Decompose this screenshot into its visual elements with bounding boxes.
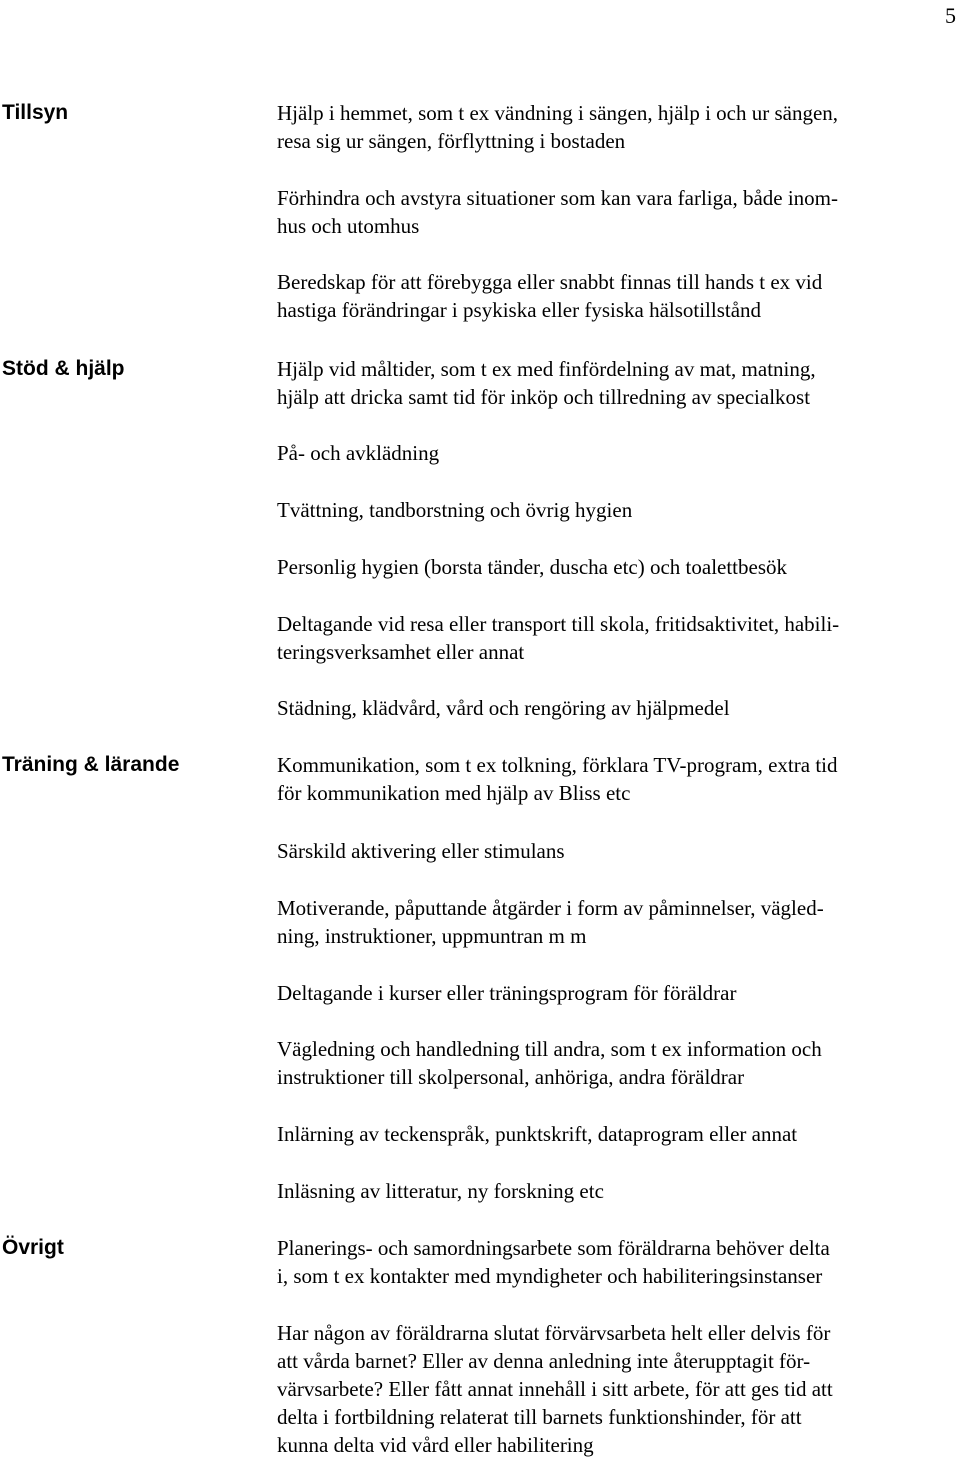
traning-larande-item-7: Inläsning av litteratur, ny forskning etc — [277, 1179, 604, 1203]
stod-hjalp-item-4: Personlig hygien (borsta tänder, duscha etc) och toalettbesök — [277, 555, 788, 579]
stod-hjalp-item-3: Tvättning, tandborstning och övrig hygien — [277, 498, 633, 522]
tillsyn-item-3: Beredskap för att förebygga eller snabbt finnas till hands t ex vid hastiga förändringar i psykiska eller fysiska hälsotillstånd — [277, 270, 823, 322]
section-label-ovrigt: Övrigt — [2, 1236, 64, 1259]
traning-larande-item-6: Inlärning av teckenspråk, punktskrift, dataprogram eller annat — [277, 1122, 798, 1146]
section-label-traning-larande: Träning & lärande — [2, 753, 180, 776]
traning-larande-item-2: Särskild aktivering eller stimulans — [277, 839, 565, 863]
section-label-tillsyn: Tillsyn — [2, 101, 69, 124]
ovrigt-item-2: Har någon av föräldrarna slutat förvärvsarbeta helt eller delvis för att vårda barnet? Eller av denna anledning inte återupptagit för- värvsarbete? Eller fått annat innehåll i sitt arbete, för att ges tid att delta i fortbildning relaterat till barnets funktionshinder, för att kunna delta vid vård eller habilitering — [277, 1321, 833, 1457]
traning-larande-item-5: Vägledning och handledning till andra, som t ex information och instruktioner till skolpersonal, anhöriga, andra föräldrar — [277, 1037, 822, 1089]
tillsyn-item-2: Förhindra och avstyra situationer som kan vara farliga, både inom- hus och utomhus — [277, 186, 838, 238]
stod-hjalp-item-6: Städning, klädvård, vård och rengöring av hjälpmedel — [277, 696, 730, 720]
ovrigt-item-1: Planerings- och samordningsarbete som föräldrarna behöver delta i, som t ex kontakter med myndigheter och habiliteringsinstanser — [277, 1236, 830, 1288]
traning-larande-item-4: Deltagande i kurser eller träningsprogram för föräldrar — [277, 981, 737, 1005]
tillsyn-item-1: Hjälp i hemmet, som t ex vändning i sängen, hjälp i och ur sängen, resa sig ur sängen, förflyttning i bostaden — [277, 101, 839, 153]
traning-larande-item-1: Kommunikation, som t ex tolkning, förklara TV-program, extra tid för kommunikation med hjälp av Bliss etc — [277, 753, 838, 805]
page-number: 5 — [945, 3, 956, 28]
stod-hjalp-item-1: Hjälp vid måltider, som t ex med finfördelning av mat, matning, hjälp att dricka samt tid för inköp och tillredning av specialkost — [277, 357, 816, 409]
stod-hjalp-item-5: Deltagande vid resa eller transport till skola, fritidsaktivitet, habili- teringsverksamhet eller annat — [277, 612, 840, 664]
stod-hjalp-item-2: På- och avklädning — [277, 441, 440, 465]
section-label-stod-hjalp: Stöd & hjälp — [2, 357, 125, 380]
traning-larande-item-3: Motiverande, påputtande åtgärder i form av påminnelser, vägled- ning, instruktioner, uppmuntran m m — [277, 896, 824, 948]
